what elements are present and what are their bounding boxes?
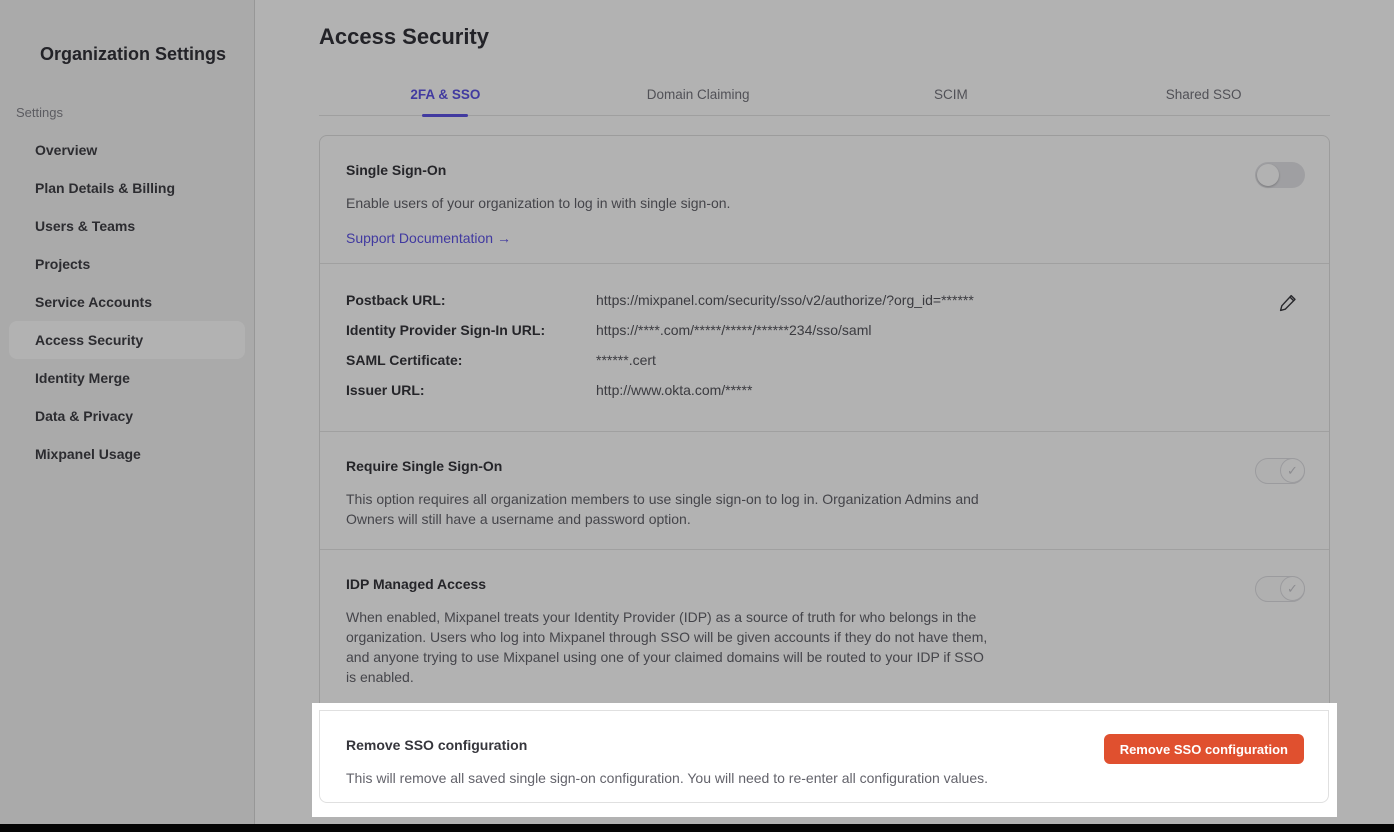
tab-shared-sso[interactable]: Shared SSO (1165, 87, 1242, 102)
remove-sso-description: This will remove all saved single sign-on configuration. You will need to re-enter all configuration values. (346, 770, 989, 786)
check-icon: ✓ (1280, 576, 1305, 601)
detail-row-postback-url (346, 290, 1305, 310)
page-title: Access Security (319, 24, 489, 49)
single-sign-on-title: Single Sign-On (346, 162, 447, 178)
require-sso-toggle[interactable] (1255, 458, 1305, 484)
detail-row-saml-certificate (346, 350, 1305, 370)
sidebar-item-projects[interactable]: Projects (35, 256, 91, 272)
idp-managed-access-description: When enabled, Mixpanel treats your Identity Provider (IDP) as a source of truth for who belongs in the organization. Users who log into Mixpanel through SSO will be given accounts if they do not have them, and anyone trying to use Mixpanel using one of your claimed domains will be routed to your IDP if SSO is enabled. (346, 609, 988, 685)
main-content (255, 0, 1394, 832)
detail-label: Postback URL: (346, 292, 446, 308)
bottom-black-bar (0, 824, 1394, 832)
tab-scim[interactable]: SCIM (934, 87, 968, 102)
check-icon: ✓ (1280, 458, 1305, 483)
sidebar-item-access-security[interactable]: Access Security (9, 321, 245, 359)
edit-sso-config-button[interactable] (1277, 292, 1299, 314)
require-sso-title: Require Single Sign-On (346, 458, 503, 474)
remove-sso-configuration-button[interactable]: Remove SSO configuration (1104, 734, 1304, 764)
sidebar-section-label: Settings (16, 105, 63, 120)
sidebar-nav (0, 131, 254, 473)
tab-domain-claiming[interactable]: Domain Claiming (646, 87, 750, 102)
sidebar (0, 0, 255, 832)
sidebar-item-mixpanel-usage[interactable]: Mixpanel Usage (35, 446, 141, 462)
idp-managed-access-toggle[interactable] (1255, 576, 1305, 602)
tab-2fa-sso[interactable]: 2FA & SSO (319, 50, 572, 115)
tab-bar (319, 50, 1330, 116)
sidebar-item-users-teams[interactable]: Users & Teams (35, 218, 136, 234)
pencil-icon (1277, 302, 1299, 317)
section-sso-details (320, 263, 1329, 431)
detail-row-issuer-url (346, 380, 1305, 400)
sidebar-item-data-privacy[interactable]: Data & Privacy (35, 408, 134, 424)
sidebar-item-plan-details-billing[interactable]: Plan Details & Billing (35, 180, 176, 196)
detail-label: SAML Certificate: (346, 352, 463, 368)
section-remove-sso-configuration (319, 710, 1329, 803)
sidebar-item-identity-merge[interactable]: Identity Merge (35, 370, 130, 386)
support-documentation-link[interactable]: Support Documentation → (346, 230, 511, 246)
detail-row-idp-signin-url (346, 320, 1305, 340)
sidebar-item-overview[interactable]: Overview (35, 142, 98, 158)
sidebar-item-service-accounts[interactable]: Service Accounts (35, 294, 152, 310)
sidebar-title: Organization Settings (40, 44, 227, 64)
section-require-sso (320, 431, 1329, 549)
detail-value: https://mixpanel.com/security/sso/v2/authorize/?org_id=****** (596, 292, 974, 308)
single-sign-on-toggle[interactable] (1255, 162, 1305, 188)
single-sign-on-description: Enable users of your organization to log in with single sign-on. (346, 195, 731, 211)
idp-managed-access-title: IDP Managed Access (346, 576, 487, 592)
remove-sso-title: Remove SSO configuration (346, 737, 528, 753)
section-single-sign-on (320, 136, 1329, 263)
section-idp-managed-access (320, 549, 1329, 703)
require-sso-description: This option requires all organization members to use single sign-on to log in. Organization Admins and Owners will still have a username and password option. (346, 491, 979, 527)
toggle-knob (1257, 164, 1279, 186)
detail-label: Issuer URL: (346, 382, 425, 398)
detail-value: https://****.com/*****/*****/******234/sso/saml (596, 322, 872, 338)
detail-value: ******.cert (596, 352, 656, 368)
detail-value: http://www.okta.com/***** (596, 382, 753, 398)
highlight-spotlight (312, 703, 1337, 817)
settings-card (319, 135, 1330, 703)
detail-label: Identity Provider Sign-In URL: (346, 322, 546, 338)
